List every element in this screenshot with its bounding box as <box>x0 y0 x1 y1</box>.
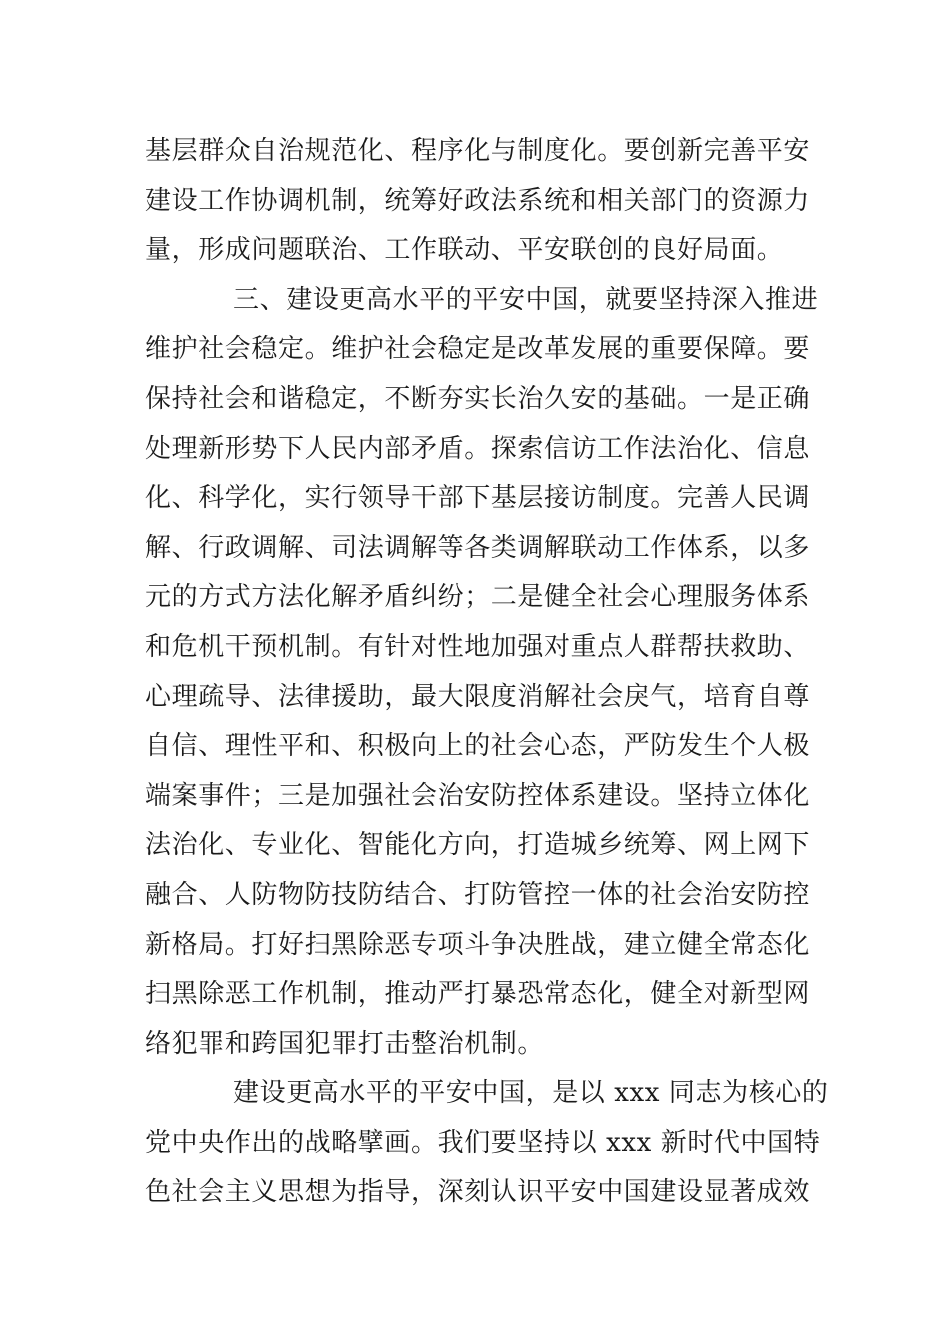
text-line: 端案事件；三是加强社会治安防控体系建设。坚持立体化 <box>145 780 811 811</box>
paragraph-3 <box>145 1069 829 1218</box>
paragraph-2 <box>145 276 819 1070</box>
text-line: 法治化、专业化、智能化方向，打造城乡统筹、网上网下 <box>145 830 811 861</box>
text-line: 三、建设更高水平的平安中国，就要坚持深入推进 <box>233 284 819 315</box>
text-line: 量，形成问题联治、工作联动、平安联创的良好局面。 <box>145 235 784 266</box>
text-line: 元的方式方法化解矛盾纠纷；二是健全社会心理服务体系 <box>145 582 811 613</box>
text-line: 扫黑除恶工作机制，推动严打暴恐常态化，健全对新型网 <box>145 979 811 1010</box>
text-line: 心理疏导、法律援助，最大限度消解社会戾气，培育自尊 <box>145 681 811 712</box>
text-line: 保持社会和谐稳定，不断夯实长治久安的基础。一是正确 <box>145 383 811 414</box>
document-body <box>145 127 829 1218</box>
text-line: 自信、理性平和、积极向上的社会心态，严防发生个人极 <box>145 731 811 762</box>
text-line: 解、行政调解、司法调解等各类调解联动工作体系，以多 <box>145 532 811 563</box>
text-line: 色社会主义思想为指导，深刻认识平安中国建设显著成效 <box>145 1177 811 1208</box>
text-line: 化、科学化，实行领导干部下基层接访制度。完善人民调 <box>145 483 811 514</box>
text-line: 和危机干预机制。有针对性地加强对重点人群帮扶救助、 <box>145 631 811 662</box>
text-line: 新格局。打好扫黑除恶专项斗争决胜战，建立健全常态化 <box>145 929 811 960</box>
text-line: 基层群众自治规范化、程序化与制度化。要创新完善平安 <box>145 136 811 166</box>
text-line: 党中央作出的战略擘画。我们要坚持以 xxx 新时代中国特 <box>145 1127 821 1158</box>
text-line: 建设工作协调机制，统筹好政法系统和相关部门的资源力 <box>145 185 811 216</box>
text-line: 络犯罪和跨国犯罪打击整治机制。 <box>145 1028 545 1059</box>
text-line: 维护社会稳定。维护社会稳定是改革发展的重要保障。要 <box>145 334 811 365</box>
text-line: 处理新形势下人民内部矛盾。探索信访工作法治化、信息 <box>145 433 811 464</box>
text-line: 建设更高水平的平安中国，是以 xxx 同志为核心的 <box>233 1078 829 1109</box>
text-line: 融合、人防物防技防结合、打防管控一体的社会治安防控 <box>145 879 811 910</box>
paragraph-1 <box>145 127 810 276</box>
